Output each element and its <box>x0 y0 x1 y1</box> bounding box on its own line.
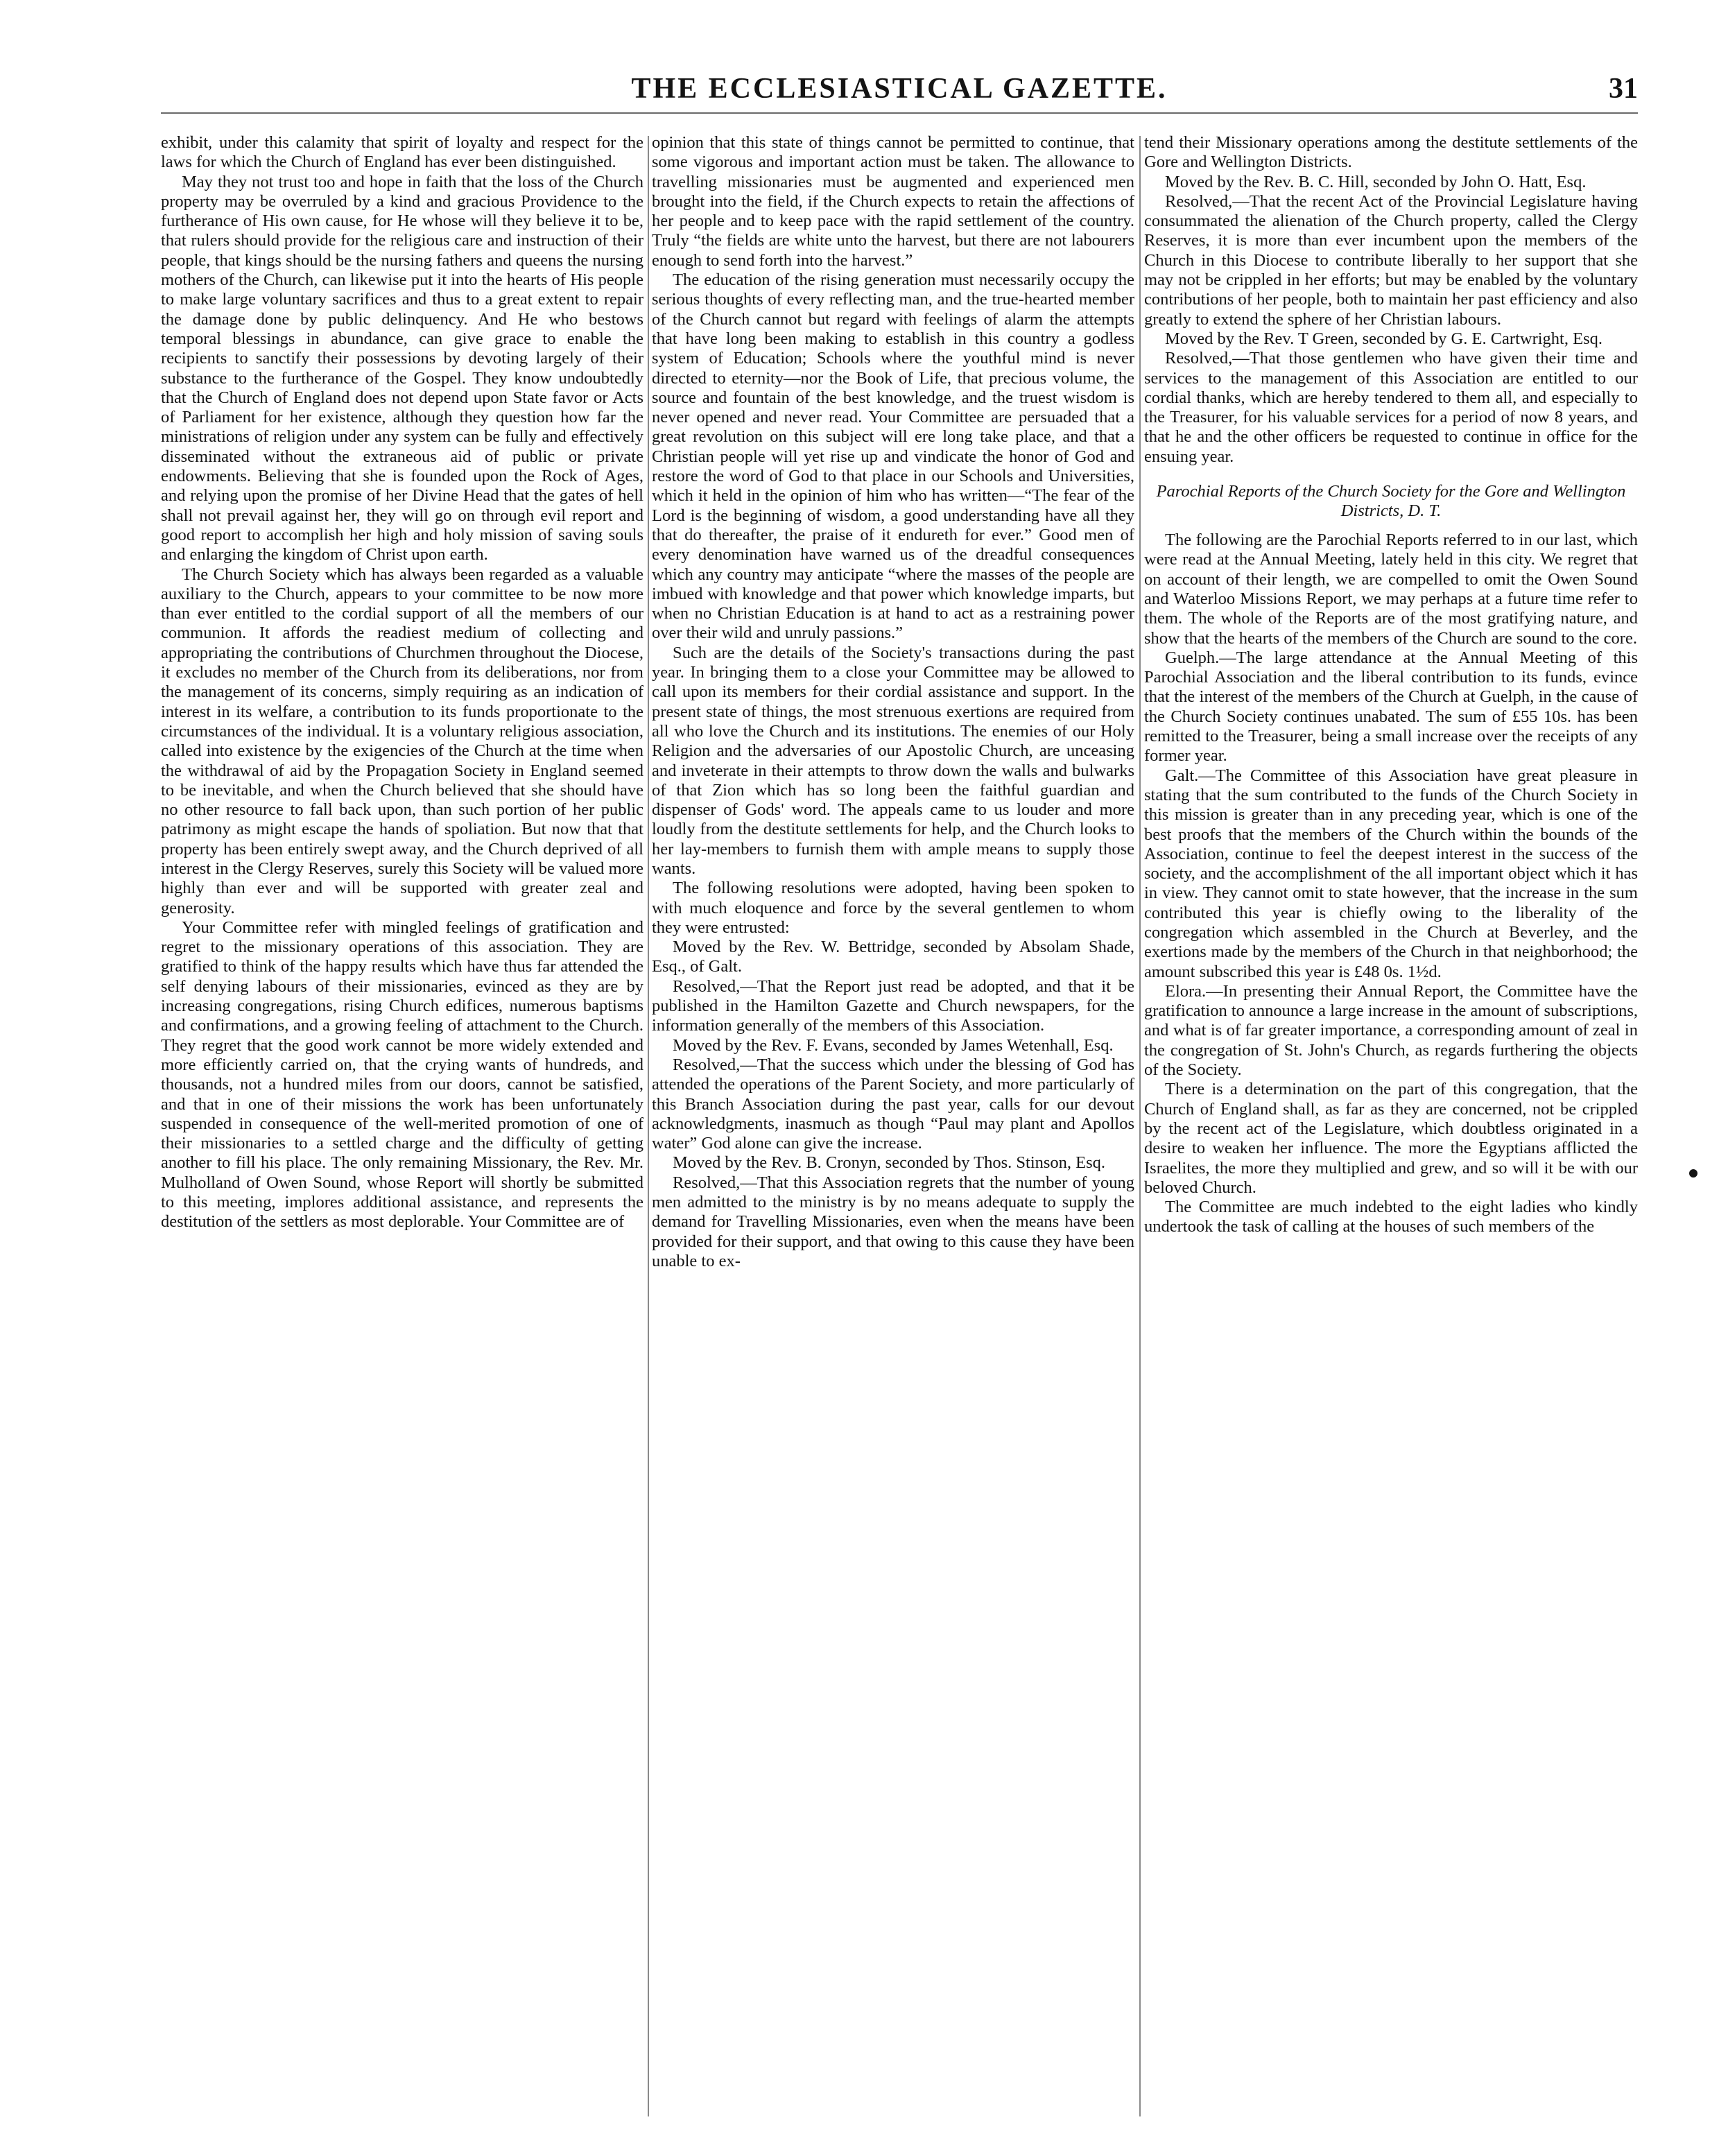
paragraph: Your Committee refer with mingled feelings of gratification and regret to the missionary operations of this association. They are gratified to think of the happy results which have thus far attended the self denying labours of their missionaries, evinced as they are by increasing congregations, rising Church edifices, numerous baptisms and confirmations, and a growing feeling of attachment to the Church. They regret that the good work cannot be more widely extended and more efficiently carried on, that the crying wants of hundreds, and thousands, not a hundred miles from our doors, cannot be satisfied, and that in one of their missions the work has been unfortunately suspended in consequence of the well-merited promotion of one of their missionaries to a settled charge and the difficulty of getting another to fill his place. The only remaining Missionary, the Rev. Mr. Mulholland of Owen Sound, whose Report will shortly be submitted to this meeting, implores additional assistance, and represents the destitution of the settlers as most deplorable. Your Committee are of <box>161 917 643 1232</box>
column-divider <box>648 136 649 2116</box>
paragraph: Moved by the Rev. B. Cronyn, seconded by Thos. Stinson, Esq. <box>673 1153 1106 1173</box>
column-2 <box>652 133 1134 2116</box>
paragraph: Resolved,—That this Association regrets that the number of young men admitted to the ministry is by no means adequate to supply the demand for Travelling Missionaries, even when the means have been provided for their support, and that owing to this cause they have been unable to ex- <box>652 1173 1134 1270</box>
paragraph: Resolved,—That those gentlemen who have given their time and services to the management of this Association are entitled to our cordial thanks, which are hereby tendered to them all, and especially to the Treasurer, for his valuable services for a period of now 8 years, and that he and the other officers be requested to continue in office for the ensuing year. <box>1144 349 1638 466</box>
paragraph: Elora.—In presenting their Annual Report, the Committee have the gratification to announce a large increase in the amount of subscriptions, and what is of far greater importance, a corresponding amount of zeal in the congregation of St. John's Church, as regards furthering the objects of the Society. <box>1144 981 1638 1080</box>
paragraph: Resolved,—That the Report just read be adopted, and that it be published in the Hamilton Gazette and Church newspapers, for the information generally of the members of this Association. <box>652 976 1134 1035</box>
paragraph: Moved by the Rev. W. Bettridge, seconded by Absolam Shade, Esq., of Galt. <box>652 938 1134 976</box>
paragraph: The following are the Parochial Reports referred to in our last, which were read at the Annual Meeting, lately held in this city. We regret that on account of their length, we are compelled to omit the Owen Sound and Waterloo Missions Report, we may perhaps at a future time refer to them. The whole of the Reports are of the most gratifying nature, and show that the hearts of the members of the Church are sound to the core. <box>1144 531 1638 648</box>
masthead <box>161 72 1638 114</box>
paragraph: The following resolutions were adopted, having been spoken to with much eloquence and force by the several gentlemen to whom they were entrusted: <box>652 879 1134 937</box>
paragraph: opinion that this state of things cannot be permitted to continue, that some vigorous and important action must be taken. The allowance to travelling missionaries must be augmented and experienced men brought into the field, if the Church expects to retain the affections of her people and to keep pace with the rapid settlement of the country. Truly “the fields are white unto the harvest, but there are not labourers enough to send forth into the harvest.” <box>652 133 1134 270</box>
paragraph: Guelph.—The large attendance at the Annual Meeting of this Parochial Association and the liberal contribution to its funds, evince that the interest of the members of the Church at Guelph, in the cause of the Church Society continues unabated. The sum of £55 10s. has been remitted to the Treasurer, being a small increase over the receipts of any former year. <box>1144 648 1638 766</box>
paragraph: exhibit, under this calamity that spirit of loyalty and respect for the laws for which the Church of England has ever been distinguished. <box>161 133 643 172</box>
column-3 <box>1144 133 1638 2116</box>
section-heading: Parochial Reports of the Church Society for the Gore and Wellington Districts, D. T. <box>1156 482 1626 521</box>
paragraph: May they not trust too and hope in faith that the loss of the Church property may be overruled by a kind and gracious Providence to the furtherance of His own cause, for He whose will they believe it to be, that rulers should provide for the religious care and instruction of their people, that kings should be the nursing fathers and queens the nursing mothers of the Church, can likewise put it into the hearts of His people to make large voluntary sacrifices and thus to a great extent to repair the damage done by public delinquency. And He who bestows temporal blessings in abundance, can give grace to enable the recipients to sanctify their possessions by devoting largely of their substance to the furtherance of the Gospel. They know undoubtedly that the Church of England does not depend upon State favor or Acts of Parliament for her existence, although they question how far the ministrations of religion under any system can be fully and effectively disseminated without the extraneous aid of public or private endowments. Believing that she is founded upon the Rock of Ages, and relying upon the promise of her Divine Head that the gates of hell shall not prevail against her, they will go on through evil report and good report to accomplish her high and holy mission of saving souls and enlarging the kingdom of Christ upon earth. <box>161 172 643 564</box>
paragraph: Resolved,—That the recent Act of the Provincial Legislature having consummated the alienation of the Church property, called the Clergy Reserves, it is more than ever incumbent upon the members of the Church in this Diocese to contribute liberally to her support that she may not be crippled in her efforts; but may be enabled by the voluntary contributions of her people, both to maintain her past efficiency and also greatly to extend the sphere of her Christian labours. <box>1144 191 1638 329</box>
paragraph: Moved by the Rev. F. Evans, seconded by James Wetenhall, Esq. <box>673 1035 1114 1055</box>
paragraph: The Church Society which has always been regarded as a valuable auxiliary to the Church, appears to your committee to be now more than ever entitled to the cordial support of all the members of our communion. It affords the readiest medium of collecting and appropriating the contributions of Churchmen throughout the Diocese, it excludes no member of the Church from its deliberations, nor from the management of its concerns, simply requiring as an indication of interest in its welfare, a contribution to its funds proportionate to the circumstances of the individual. It is a voluntary religious association, called into existence by the exigencies of the Church at the time when the withdrawal of aid by the Propagation Society in England seemed to be inevitable, and when the Church believed that she should have no other resource to fall back upon, than such portion of her public patrimony as might escape the hands of spoliation. But now that that property has been entirely swept away, and the Church deprived of all interest in the Clergy Reserves, surely this Society will be valued more highly than ever and will be supported with greater zeal and generosity. <box>161 564 643 917</box>
paragraph: tend their Missionary operations among the destitute settlements of the Gore and Wellington Districts. <box>1144 133 1638 172</box>
column-1 <box>161 133 643 2116</box>
paragraph: Moved by the Rev. T Green, seconded by G. E. Cartwright, Esq. <box>1165 329 1602 348</box>
paragraph: Moved by the Rev. B. C. Hill, seconded by John O. Hatt, Esq. <box>1165 172 1587 191</box>
header-rule <box>161 112 1638 114</box>
paragraph: Galt.—The Committee of this Association have great pleasure in stating that the sum contributed to the funds of the Church Society in this mission is greater than in any preceding year, which is one of the best proofs that the members of the Church within the bounds of the Association, continue to feel the deepest interest in the success of the society, and the accomplishment of the all important object which it has in view. They cannot omit to state however, that the increase in the sum contributed this year is chiefly owing to the liberality of the congregation which assembled in the Church at Beverley, and the exertions made by the members of the Church in that neighborhood; the amount subscribed this year is £48 0s. 1½d. <box>1144 766 1638 981</box>
paragraph: The Committee are much indebted to the eight ladies who kindly undertook the task of calling at the houses of such members of the <box>1144 1198 1638 1236</box>
paragraph: There is a determination on the part of this congregation, that the Church of England shall, as far as they are concerned, not be crippled by the recent act of the Legislature, which doubtless originated in a desire to weaken her influence. The more the Egyptians afflicted the Israelites, the more they multiplied and grew, and so will it be with our beloved Church. <box>1144 1080 1638 1197</box>
paragraph: The education of the rising generation must necessarily occupy the serious thoughts of every reflecting man, and the true-hearted member of the Church cannot but regard with feelings of alarm the attempts that have long been making to establish in this country a godless system of Education; Schools where the youthful mind is never directed to eternity—nor the Book of Life, that precious volume, the source and fountain of the best knowledge, and the truest wisdom is never opened and never read. Your Committee are persuaded that a great revolution on this subject will ere long take place, and that a Christian people will yet rise up and vindicate the honor of God and restore the word of God to that place in our Schools and Universities, which it held in the opinion of him who has written—“The fear of the Lord is the beginning of wisdom, a good understanding have all they that do thereafter, the praise of it endureth for ever.” Good men of every denomination have warned us of the dreadful consequences which any country may anticipate “where the masses of the people are imbued with knowledge and that power which knowledge imparts, but when no Christian Education is at hand to act as a restraining power over their wild and unruly passions.” <box>652 270 1134 643</box>
paragraph: Such are the details of the Society's transactions during the past year. In bringing them to a close your Committee may be allowed to call upon its members for their cordial assistance and support. In the present state of things, the most strenuous exertions are required from all who love the Church and its institutions. The enemies of our Holy Religion and the adversaries of our Apostolic Church, are unceasing and inveterate in their attempts to throw down the walls and bulwarks of that Zion which has so long been the faithful guardian and dispenser of Gods' word. The appeals came to us louder and more loudly from the destitute settlements for help, and the Church looks to her lay-members to furnish them with ample means to supply those wants. <box>652 643 1134 878</box>
margin-dot <box>1689 1169 1697 1178</box>
column-divider <box>1139 136 1141 2116</box>
page-title: THE ECCLESIASTICAL GAZETTE. <box>631 73 1168 105</box>
page-number: 31 <box>1609 73 1638 105</box>
paragraph: Resolved,—That the success which under the blessing of God has attended the operations of the Parent Society, and more particularly of this Branch Association during the past year, calls for our devout acknowledgments, inasmuch as though “Paul may plant and Apollos water” God alone can give the increase. <box>652 1055 1134 1153</box>
